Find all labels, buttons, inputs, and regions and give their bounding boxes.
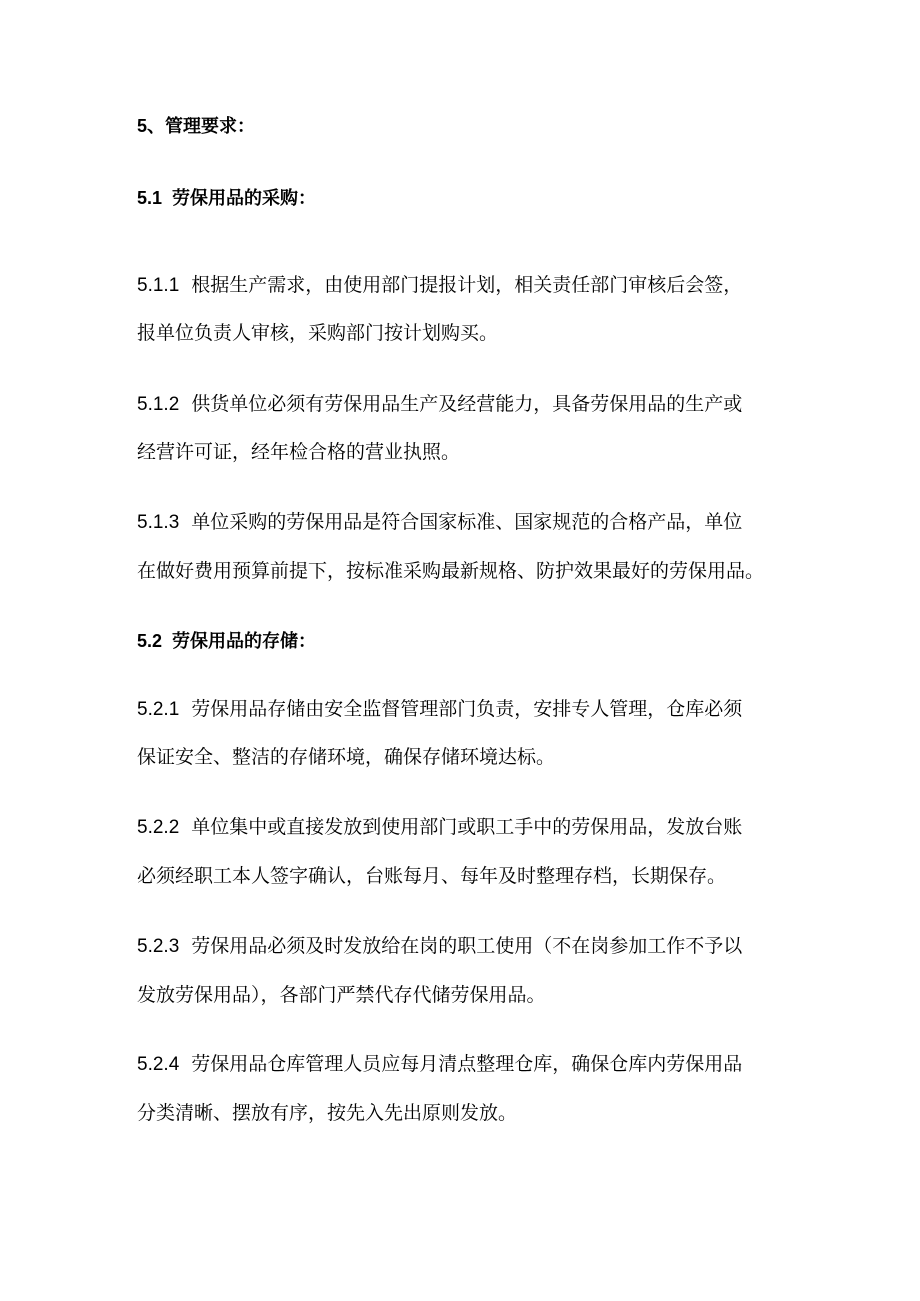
paragraph-5-1-1-line-2: 报单位负责人审核，采购部门按计划购买。 [137,322,499,344]
paragraph-text: 根据生产需求，由使用部门提报计划，相关责任部门审核后会签， [191,274,743,296]
subsection-title: 劳保用品的采购： [172,188,317,209]
paragraph-5-2-2-line-1 [137,815,742,840]
paragraph-5-2-4-line-1 [137,1052,742,1077]
subsection-number: 5.2 [137,631,163,651]
paragraph-text: 单位集中或直接发放到使用部门或职工手中的劳保用品，发放台账 [191,816,743,838]
item-number: 5.2.1 [137,699,180,720]
subsection-number: 5.1 [137,188,163,208]
paragraph-5-2-3-line-1 [137,934,742,959]
item-number: 5.2.3 [137,936,180,957]
section-heading [137,114,255,139]
paragraph-text: 劳保用品必须及时发放给在岗的职工使用（不在岗参加工作不予以 [191,935,743,957]
paragraph-5-2-2-line-2: 必须经职工本人签字确认，台账每月、每年及时整理存档，长期保存。 [137,865,727,887]
paragraph-5-2-1-line-2: 保证安全、整洁的存储环境，确保存储环境达标。 [137,746,556,768]
paragraph-text: 劳保用品存储由安全监督管理部门负责，安排专人管理，仓库必须 [191,698,743,720]
paragraph-5-1-1-line-1 [137,273,742,298]
section-title: 管理要求： [165,116,256,137]
item-number: 5.2.4 [137,1054,180,1075]
paragraph-text: 供货单位必须有劳保用品生产及经营能力，具备劳保用品的生产或 [191,393,743,415]
subsection-heading-5-1 [137,186,316,211]
paragraph-5-2-3-line-2: 发放劳保用品），各部门严禁代存代储劳保用品。 [137,984,546,1006]
item-number: 5.1.1 [137,275,180,296]
item-number: 5.2.2 [137,817,180,838]
paragraph-5-1-3-line-2: 在做好费用预算前提下，按标准采购最新规格、防护效果最好的劳保用品。 [137,560,765,582]
paragraph-5-1-2-line-1 [137,392,742,417]
paragraph-text: 劳保用品仓库管理人员应每月清点整理仓库，确保仓库内劳保用品 [191,1053,743,1075]
paragraph-5-2-1-line-1 [137,697,742,722]
paragraph-5-1-2-line-2: 经营许可证，经年检合格的营业执照。 [137,441,461,463]
item-number: 5.1.2 [137,394,180,415]
paragraph-5-2-4-line-2: 分类清晰、摆放有序，按先入先出原则发放。 [137,1102,518,1124]
subsection-heading-5-2 [137,629,316,654]
section-number: 5、 [137,116,166,136]
paragraph-5-1-3-line-1 [137,510,742,535]
paragraph-text: 单位采购的劳保用品是符合国家标准、国家规范的合格产品，单位 [191,511,743,533]
subsection-title: 劳保用品的存储： [172,631,317,652]
item-number: 5.1.3 [137,512,180,533]
